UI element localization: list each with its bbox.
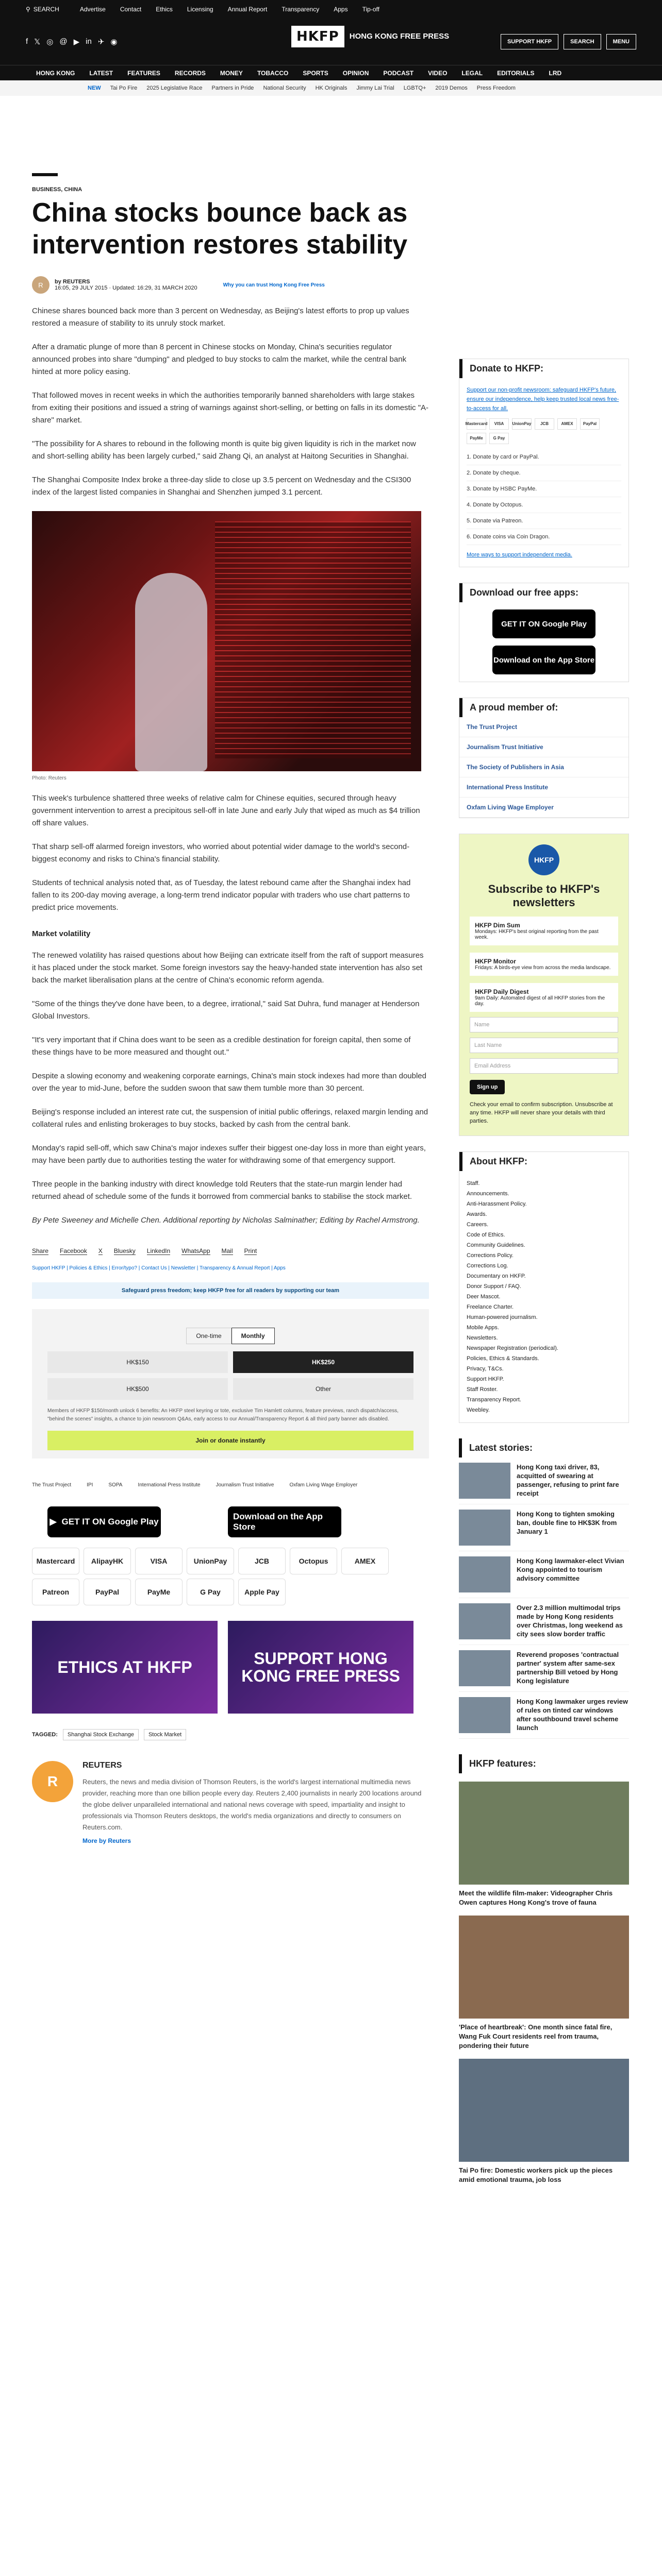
story-thumb [459, 1510, 510, 1546]
nav-item[interactable]: SPORTS [303, 69, 328, 77]
tagged-label: TAGGED: [32, 1732, 58, 1738]
badge-jti[interactable]: Journalism Trust Initiative [216, 1482, 274, 1488]
payment-method: AMEX [341, 1548, 389, 1574]
nav-item[interactable]: LATEST [89, 69, 113, 77]
story-item[interactable] [459, 1458, 629, 1504]
badge-sopa[interactable]: SOPA [108, 1482, 123, 1488]
newsletter-option[interactable] [470, 917, 618, 945]
donate-panel [32, 1309, 429, 1459]
instagram-icon[interactable]: ◎ [46, 38, 54, 46]
story-thumb [459, 1650, 510, 1686]
newsletter-option[interactable] [470, 953, 618, 976]
youtube-icon[interactable]: ▶ [73, 38, 80, 46]
share-facebook[interactable]: Facebook [60, 1247, 87, 1255]
tagged-row [32, 1729, 429, 1740]
paragraph: "The possibility for A shares to rebound in the following month is quite big given liquidity is rich in the market now and short-selling ability has been largely curbed," said Zhang Qi, an analyst at Haitong Securities in Shanghai. [32, 439, 416, 461]
about-link[interactable]: Transparency Report. [467, 1397, 521, 1403]
subheading: Market volatility [32, 929, 91, 938]
paragraph: After a dramatic plunge of more than 8 percent in Chinese stocks on Monday, China's securities regulator announced probes into share "dumping" and pledged to buy stocks to calm the market, while the central bank hinted at more policy easing. [32, 343, 407, 376]
article-photo [32, 511, 421, 771]
about-link[interactable]: Support HKFP. [467, 1376, 504, 1382]
story-title: Hong Kong taxi driver, 83, acquitted of swearing at passenger, refusing to print fare receipt [517, 1463, 619, 1497]
payment-method: AMEX [557, 418, 577, 430]
paragraph: Three people in the banking industry with direct knowledge told Reuters that the state-run margin lender had returned ahead of schedule some of the funds it borrowed from commercial banks to stabilise the stock market. [32, 1180, 412, 1201]
play-icon: ▶ [49, 1517, 57, 1527]
about-widget [459, 1151, 629, 1423]
nav-item[interactable]: MONEY [220, 69, 243, 77]
main-nav [0, 65, 662, 80]
top-link[interactable]: Transparency [282, 6, 320, 13]
article-title: China stocks bounce back as intervention restores stability [32, 198, 408, 260]
paragraph: Monday's rapid sell-off, which saw China's major indexes suffer their biggest one-day loss in more than eight years, may have been partly due to authorities testing the water for withdrawing some of that emergency support. [32, 1144, 426, 1165]
stock-board [215, 521, 411, 758]
top-link[interactable]: Tip-off [362, 6, 379, 13]
about-link[interactable]: Community Guidelines. [467, 1242, 525, 1248]
about-link[interactable]: Deer Mascot. [467, 1294, 501, 1300]
article-kicker[interactable]: BUSINESS, CHINA [32, 187, 82, 193]
facebook-icon[interactable]: f [26, 37, 28, 46]
header-search-button[interactable]: SEARCH [564, 34, 601, 49]
payment-method: G Pay [489, 433, 509, 444]
amount-option[interactable]: HK$500 [47, 1378, 228, 1400]
newsletter-desc: 9am Daily: Automated digest of all HKFP stories from the day. [475, 995, 605, 1007]
paragraph: That sharp sell-off alarmed foreign investors, who worried about potential wider damage to the world's second-biggest economy and risks to China's financial stability. [32, 842, 410, 863]
trending-tag[interactable]: Partners in Pride [211, 85, 254, 91]
trending-tag[interactable]: 2025 Legislative Race [146, 85, 203, 91]
story-thumb [459, 1603, 510, 1639]
author-bio: Reuters, the news and media division of Thomson Reuters, is the world's largest international multimedia news provider, reaching more than one billion people every day. Reuters 2,400 journalists in nearly 200 locations around the globe deliver unparalleled international and national news coverage with speed, impartiality and insight to professionals via Thomson Reuters desktops, the world's media organizations and directly to consumers on Reuters.com. [82, 1778, 422, 1831]
badge-trust-project[interactable]: The Trust Project [32, 1482, 72, 1488]
story-item[interactable] [459, 1645, 629, 1692]
apps-widget [459, 583, 629, 682]
about-link[interactable]: Freelance Charter. [467, 1304, 514, 1310]
members-benefits: Members of HKFP $150/month unlock 6 benefits: An HKFP steel keyring or tote, exclusive Tim Hamlett columns, feature previews, ranch dispatch/access, "behind the scenes" insights, a chance to join newsroom Q&As, early access to our Annual/Transparency Report & all third party banner ads disabled. [47, 1408, 399, 1422]
membership-badges [32, 1479, 429, 1491]
feature-title: Tai Po fire: Domestic workers pick up the pieces amid emotional trauma, job loss [459, 2166, 613, 2183]
author-avatar: R [32, 276, 49, 294]
title-rule [32, 173, 58, 176]
payment-method: Octopus [290, 1548, 337, 1574]
share-bar [32, 1247, 429, 1255]
tab-one-time[interactable]: One-time [186, 1328, 231, 1344]
app-store-row [32, 1506, 429, 1537]
policy-links[interactable]: Support HKFP | Policies & Ethics | Error/typo? | Contact Us | Newsletter | Transparency & Annual Report | Apps [32, 1265, 286, 1271]
payment-method: JCB [535, 418, 554, 430]
about-title: About HKFP: [459, 1152, 628, 1171]
tag-chip[interactable]: Stock Market [144, 1729, 186, 1740]
newsletter-name: HKFP Monitor [475, 958, 516, 965]
logo-mark: HKFP [291, 26, 344, 47]
feature-title: Meet the wildlife film-maker: Videographer Chris Owen captures Hong Kong's trove of fauna [459, 1889, 613, 1906]
publish-date: 16:05, 29 JULY 2015 · Updated: 16:29, 31 MARCH 2020 [55, 285, 197, 291]
payment-method: VISA [135, 1548, 183, 1574]
newsletter-name: HKFP Dim Sum [475, 922, 520, 929]
more-ways-link[interactable]: More ways to support independent media. [467, 552, 572, 558]
feature-title: 'Place of heartbreak': One month since fatal fire, Wang Fuk Court residents reel from trauma, pondering their future [459, 2023, 613, 2049]
about-link[interactable]: Staff Roster. [467, 1386, 498, 1393]
rss-icon[interactable]: ◉ [110, 38, 118, 46]
latest-title: Latest stories: [459, 1438, 629, 1458]
top-link[interactable]: Advertise [79, 6, 106, 13]
more-by-author[interactable]: More by Reuters [82, 1837, 131, 1844]
about-link[interactable]: Newspaper Registration (periodical). [467, 1345, 558, 1351]
google-play-button[interactable]: ▶ GET IT ON Google Play [47, 1506, 161, 1537]
newsletter-desc: Mondays: HKFP's best original reporting from the past week. [475, 929, 599, 940]
share-whatsapp[interactable]: WhatsApp [181, 1247, 210, 1255]
top-link[interactable]: Apps [334, 6, 348, 13]
nav-item[interactable]: PODCAST [383, 69, 414, 77]
payment-method: Mastercard [32, 1548, 79, 1574]
member-logo[interactable]: Oxfam Living Wage Employer [459, 798, 628, 818]
nav-item[interactable]: FEATURES [127, 69, 160, 77]
about-link[interactable]: Newsletters. [467, 1335, 498, 1341]
features-section [459, 1754, 629, 2184]
about-link[interactable]: Documentary on HKFP. [467, 1273, 526, 1279]
feature-image [459, 1782, 629, 1885]
linkedin-icon[interactable]: in [86, 37, 92, 46]
sidebar [459, 96, 629, 2184]
story-item[interactable] [459, 1504, 629, 1551]
signup-button[interactable]: Sign up [470, 1080, 505, 1094]
site-logo[interactable] [291, 26, 449, 47]
top-link[interactable]: Ethics [156, 6, 173, 13]
about-link[interactable]: Code of Ethics. [467, 1232, 505, 1238]
trending-tag[interactable]: National Security [263, 85, 306, 91]
article-column [32, 96, 429, 2184]
donate-method[interactable]: 6. Donate coins via Coin Dragon. [467, 529, 621, 545]
top-search[interactable]: ⚲ SEARCH [26, 6, 59, 13]
member-logo[interactable]: The Trust Project [459, 717, 628, 737]
payment-method: Apple Pay [238, 1579, 286, 1605]
donate-method[interactable]: 2. Donate by cheque. [467, 465, 621, 481]
about-link[interactable]: Policies, Ethics & Standards. [467, 1355, 539, 1362]
donate-widget [459, 359, 629, 567]
trending-tag[interactable]: Tai Po Fire [110, 85, 138, 91]
nav-item[interactable]: OPINION [342, 69, 369, 77]
trust-link[interactable]: Why you can trust Hong Kong Free Press [223, 282, 325, 288]
payment-method: PayMe [467, 433, 486, 444]
story-thumb [459, 1463, 510, 1499]
paragraph: "Some of the things they've done have been, to a degree, irrational," said Sat Duhra, fund manager at Henderson Global Investors. [32, 999, 420, 1021]
side-app-store[interactable]: Download on the App Store [492, 646, 595, 674]
paragraph: Students of technical analysis noted that, as of Tuesday, the latest rebound came after the Shanghai index had fallen to its 200-day moving average, a long-term trend indicator popular with traders who use chart patterns to predict price movements. [32, 878, 411, 912]
amount-option[interactable]: Other [233, 1378, 413, 1400]
about-link[interactable]: Weebley. [467, 1407, 490, 1413]
nav-item[interactable]: LRD [549, 69, 562, 77]
top-link[interactable]: Annual Report [227, 6, 268, 13]
about-link[interactable]: Mobile Apps. [467, 1325, 499, 1331]
photo-caption: Photo: Reuters [32, 775, 67, 781]
payment-method: PayPal [580, 418, 600, 430]
amount-option-selected[interactable]: HK$250 [233, 1351, 413, 1373]
member-logos [459, 717, 628, 818]
member-logo[interactable]: The Society of Publishers in Asia [459, 757, 628, 777]
logo-name: HONG KONG FREE PRESS [349, 32, 450, 41]
author-box [32, 1761, 429, 1844]
header-actions [501, 34, 636, 49]
join-button[interactable]: Join or donate instantly [47, 1431, 413, 1450]
app-store-button[interactable]: Download on the App Store [228, 1506, 341, 1537]
mini-payment-icons [467, 418, 621, 444]
subscribe-title: Subscribe to HKFP's newsletters [488, 883, 600, 909]
donate-tabs [32, 1328, 429, 1344]
badge-ipi[interactable]: IPI [87, 1482, 93, 1488]
social-links [26, 37, 118, 46]
payment-method: JCB [238, 1548, 286, 1574]
member-widget-title: A proud member of: [459, 698, 628, 717]
ethics-banner[interactable]: ETHICS AT HKFP [32, 1621, 218, 1714]
paragraph: This week's turbulence shattered three weeks of relative calm for Chinese equities, secured through heavy government intervention to arrest a precipitous sell-off in late June and early July that wiped as much as $4 trillion off share values. [32, 794, 420, 827]
subscribe-note: Check your email to confirm subscription. Unsubscribe at any time. HKFP will never share your details with third parties. [470, 1101, 613, 1124]
byline [32, 276, 429, 294]
story-title: Over 2.3 million multimodal trips made by Hong Kong residents over Christmas, long weekend as city sees slow border traffic [517, 1604, 623, 1638]
trending-tag[interactable]: LGBTQ+ [403, 85, 426, 91]
about-link[interactable]: Careers. [467, 1222, 489, 1228]
member-logo[interactable]: Journalism Trust Initiative [459, 737, 628, 757]
trending-tag[interactable]: HK Originals [315, 85, 347, 91]
payment-method: G Pay [187, 1579, 234, 1605]
first-name-input[interactable]: Name [470, 1017, 618, 1032]
story-item[interactable] [459, 1551, 629, 1598]
story-title: Hong Kong lawmaker-elect Vivian Kong appointed to tourism advisory committee [517, 1557, 624, 1582]
trending-tag[interactable]: Jimmy Lai Trial [356, 85, 394, 91]
article-body [32, 305, 429, 1227]
tag-chip[interactable]: Shanghai Stock Exchange [63, 1729, 139, 1740]
newsletter-widget [459, 834, 629, 1136]
menu-button[interactable]: MENU [606, 34, 636, 49]
payment-method: UnionPay [187, 1548, 234, 1574]
story-item[interactable] [459, 1598, 629, 1645]
payment-method: Mastercard [467, 418, 486, 430]
support-button[interactable]: SUPPORT HKFP [501, 34, 558, 49]
top-link[interactable]: Licensing [187, 6, 213, 13]
donate-methods [467, 449, 621, 545]
donate-method[interactable]: 5. Donate via Patreon. [467, 513, 621, 529]
badge-oxfam[interactable]: Oxfam Living Wage Employer [289, 1482, 358, 1488]
share-label[interactable]: Share [32, 1247, 49, 1255]
about-link[interactable]: Announcements. [467, 1191, 509, 1197]
share-print[interactable]: Print [244, 1247, 257, 1255]
feature-item[interactable] [459, 1782, 629, 1907]
share-bluesky[interactable]: Bluesky [113, 1247, 136, 1255]
trending-tags [0, 80, 662, 96]
nav-item[interactable]: TOBACCO [257, 69, 289, 77]
paragraph: Beijing's response included an interest rate cut, the suspension of initial public offerings, relaxed margin lending and collateral rules and enlisting brokerages to buy stocks, backed by cash from the central bank. [32, 1108, 428, 1129]
top-links [80, 6, 379, 13]
page-layout [0, 96, 662, 2184]
header [0, 19, 662, 65]
donate-widget-text[interactable]: Support our non-profit newsroom: safeguard HKFP's future, ensure our independence, help keep trusted local news free-to-access for all. [467, 387, 619, 412]
trending-tag[interactable]: Press Freedom [476, 85, 516, 91]
about-link[interactable]: Privacy, T&Cs. [467, 1366, 504, 1372]
donate-method[interactable]: 1. Donate by card or PayPal. [467, 449, 621, 465]
donate-strip[interactable]: Safeguard press freedom; keep HKFP free for all readers by supporting our team [32, 1282, 429, 1299]
support-banner[interactable]: SUPPORT HONG KONG FREE PRESS [228, 1621, 413, 1714]
new-label: NEW [88, 85, 101, 91]
payment-method: VISA [489, 418, 509, 430]
threads-icon[interactable]: @ [59, 37, 68, 46]
feature-image [459, 1916, 629, 2019]
payment-method: PayPal [84, 1579, 131, 1605]
member-logo[interactable]: International Press Institute [459, 777, 628, 798]
about-links [459, 1171, 628, 1422]
author-name[interactable]: by REUTERS [55, 279, 90, 285]
donate-method[interactable]: 4. Donate by Octopus. [467, 497, 621, 513]
email-input[interactable]: Email Address [470, 1058, 618, 1074]
share-linkedin[interactable]: LinkedIn [146, 1247, 171, 1255]
about-link[interactable]: Anti-Harassment Policy. [467, 1201, 527, 1207]
payment-method: AlipayHK [84, 1548, 131, 1574]
paragraph: Chinese shares bounced back more than 3 percent on Wednesday, as Beijing's latest efforts to prop up values restored a measure of stability to its unruly stock market. [32, 307, 409, 328]
telegram-icon[interactable]: ✈ [97, 38, 105, 46]
search-icon: ⚲ [26, 6, 30, 13]
paragraph: The renewed volatility has raised questions about how Beijing can extricate itself from the raft of support measures it has placed under the stock market. Some foreign investors say the heavy-handed state intervention has also set back the market liberalisation plans at the centre of China's economic reform agenda. [32, 951, 424, 985]
paragraph: "It's very important that if China does want to be seen as a credible destination for foreign capital, then some of these things have to be more measured and thought out." [32, 1036, 411, 1057]
credits: By Pete Sweeney and Michelle Chen. Additional reporting by Nicholas Salminather; Editing by Rachel Armstrong. [32, 1216, 420, 1225]
payment-methods [32, 1548, 429, 1605]
paragraph: Despite a slowing economy and weakening corporate earnings, China's main stock indexes had more than doubled over the year to mid-June, before the sudden swoon that saw them tumble more than 30 percent. [32, 1072, 426, 1093]
story-title: Hong Kong lawmaker urges review of rules on tinted car windows after southbound travel scheme launch [517, 1698, 628, 1732]
story-title: Hong Kong to tighten smoking ban, double fine to HK$3K from January 1 [517, 1510, 617, 1535]
about-link[interactable]: Staff. [467, 1180, 480, 1187]
hkfp-round-logo: HKFP [528, 844, 559, 875]
nav-item[interactable]: VIDEO [428, 69, 448, 77]
donate-method[interactable]: 3. Donate by HSBC PayMe. [467, 481, 621, 497]
paragraph: The Shanghai Composite Index broke a three-day slide to close up 3.5 percent on Wednesday and the CSI300 index of the largest listed companies in Shanghai and Shenzhen jumped 3.1 percent. [32, 476, 411, 497]
badge-ipi-full[interactable]: International Press Institute [138, 1482, 201, 1488]
newsletter-name: HKFP Daily Digest [475, 988, 529, 995]
top-link[interactable]: Contact [120, 6, 142, 13]
side-google-play[interactable]: GET IT ON Google Play [492, 609, 595, 638]
newsletter-option[interactable] [470, 983, 618, 1012]
nav-item[interactable]: RECORDS [174, 69, 206, 77]
paragraph: That followed moves in recent weeks in which the authorities temporarily banned shareholders with large stakes from exiting their positions and issued a string of warnings against short-selling, or betting on falls in its domestic "A-share" market. [32, 391, 429, 425]
x-icon[interactable]: 𝕏 [34, 38, 41, 46]
story-item[interactable] [459, 1692, 629, 1739]
trending-tag[interactable]: 2019 Demos [435, 85, 468, 91]
about-link[interactable]: Awards. [467, 1211, 487, 1217]
author-box-name[interactable]: REUTERS [82, 1761, 122, 1770]
about-link[interactable]: Human-powered journalism. [467, 1314, 538, 1320]
feature-item[interactable] [459, 1916, 629, 2050]
top-utility-bar [0, 0, 662, 19]
feature-item[interactable] [459, 2059, 629, 2184]
member-widget [459, 698, 629, 818]
nav-item[interactable]: LEGAL [461, 69, 483, 77]
nav-item[interactable]: EDITORIALS [497, 69, 535, 77]
investor-figure [135, 573, 207, 771]
about-link[interactable]: Corrections Log. [467, 1263, 508, 1269]
features-title: HKFP features: [459, 1754, 629, 1773]
apps-widget-title: Download our free apps: [459, 583, 628, 602]
promo-banners [32, 1621, 429, 1714]
story-title: Reverend proposes 'contractual partner' system after same-sex partnership Bill vetoed by Hong Kong legislature [517, 1651, 619, 1685]
tab-monthly[interactable]: Monthly [231, 1328, 275, 1344]
last-name-input[interactable]: Last Name [470, 1038, 618, 1053]
payment-method: PayMe [135, 1579, 183, 1605]
story-thumb [459, 1556, 510, 1592]
about-link[interactable]: Donor Support / FAQ. [467, 1283, 521, 1290]
about-link[interactable]: Corrections Policy. [467, 1252, 514, 1259]
newsletter-desc: Fridays: A birds-eye view from across the media landscape. [475, 965, 611, 971]
payment-method: Patreon [32, 1579, 79, 1605]
amount-option[interactable]: HK$150 [47, 1351, 228, 1373]
feature-image [459, 2059, 629, 2162]
nav-item[interactable]: HONG KONG [36, 69, 75, 77]
reuters-logo: R [32, 1761, 73, 1802]
share-x[interactable]: X [98, 1247, 103, 1255]
latest-stories [459, 1438, 629, 1739]
donate-amounts [47, 1351, 413, 1400]
payment-method: UnionPay [512, 418, 532, 430]
donate-widget-title: Donate to HKFP: [459, 359, 628, 378]
share-mail[interactable]: Mail [221, 1247, 233, 1255]
story-thumb [459, 1697, 510, 1733]
